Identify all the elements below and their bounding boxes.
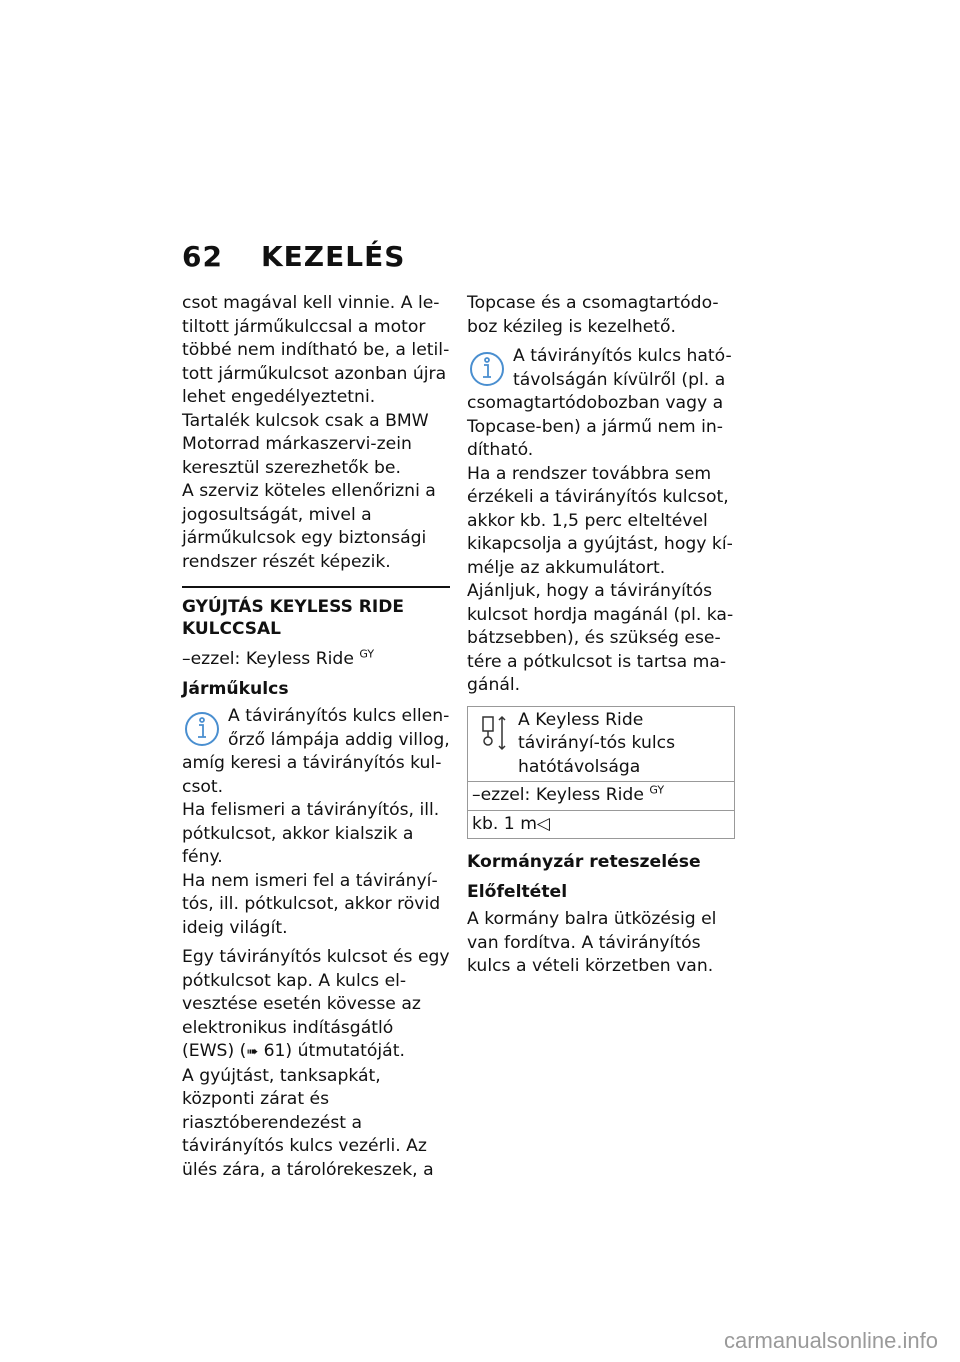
paragraph: Ha nem ismeri fel a távirányí-tós, ill. pótkulcsot, akkor rövid ideig világít. [182, 870, 441, 938]
table-row [468, 706, 735, 782]
arrow-right-icon: ➠ [246, 1044, 259, 1060]
subheading: Kormányzár reteszelése [467, 852, 701, 872]
info-note [182, 705, 450, 799]
note-text: A távirányítós kulcs ható-távolságán kívülről (pl. a csomagtartódobozban vagy a Topcase-ben) a jármű nem in-dítható. [467, 346, 732, 460]
info-icon [467, 347, 507, 391]
info-icon [182, 707, 222, 751]
paragraph: Tartalék kulcsok csak a BMW Motorrad márkaszervi-zein keresztül szerezhetők be. [182, 410, 429, 478]
note-text: A távirányítós kulcs ellen-őrző lámpája addig villog, amíg keresi a távirányítós kul-csot. [182, 706, 450, 797]
cross-reference: 61) útmutatóját. [263, 1041, 405, 1061]
table-cell: kb. 1 m◁ [468, 810, 735, 839]
page-header [182, 240, 405, 273]
page-number: 62 [182, 240, 223, 273]
equipment-code: GY [359, 647, 375, 661]
paragraph: Topcase és a csomagtartódo-boz kézileg is kezelhető. [467, 293, 719, 337]
section-divider [182, 586, 450, 588]
equipment-label: –ezzel: Keyless Ride [182, 649, 354, 669]
section-title: GYÚJTÁS KEYLESS RIDE KULCCSAL [182, 597, 404, 639]
subheading: Járműkulcs [182, 678, 289, 699]
paragraph: A gyújtást, tanksapkát, központi zárat és riasztóberendezést a távirányítós kulcs vezérli. Az ülés zára, a tárolórekeszek, a [182, 1065, 434, 1180]
right-column [467, 292, 737, 985]
watermark: carmanualsonline.info [723, 1328, 938, 1353]
paragraph: Ha felismeri a távirányítós, ill. pótkulcsot, akkor kialszik a fény. [182, 800, 440, 867]
range-icon [472, 711, 512, 755]
equipment-code: GY [649, 783, 665, 797]
paragraph: csot magával kell vinnie. A le-tiltott járműkulccsal a motor többé nem indítható be, a letil-tott járműkulcsot azonban újra lehet engedélyeztetni. [182, 293, 450, 407]
table-cell [468, 706, 735, 782]
paragraph: Ajánljuk, hogy a távirányítós kulcsot hordja magánál (pl. ka-bátzsebben), és szükség ese-tére a pótkulcsot is tartsa ma-gánál. [467, 581, 734, 695]
spec-table [467, 706, 735, 840]
paragraph [182, 946, 450, 1065]
paragraph: A kormány balra ütközésig el van fordítva. A távirányítós kulcs a vételi körzetben van. [467, 909, 717, 976]
table-cell [468, 782, 735, 811]
table-title: A Keyless Ride távirányí-tós kulcs hatótávolsága [518, 709, 676, 777]
equipment-note [182, 648, 450, 672]
left-column [182, 292, 450, 1188]
table-row [468, 810, 735, 839]
equipment-label: –ezzel: Keyless Ride [472, 785, 644, 805]
paragraph: Ha a rendszer továbbra sem érzékeli a távirányítós kulcsot, akkor kb. 1,5 perc elteltével kikapcsolja a gyújtást, hogy kí-mélje az akkumulátort. [467, 463, 733, 578]
info-note [467, 345, 737, 463]
paragraph-text: Egy távirányítós kulcsot és egy pótkulcsot kap. A kulcs el-vesztése esetén kövesse az elektronikus indításgátló (EWS) ( [182, 947, 450, 1061]
paragraph: A szerviz köteles ellenőrizni a jogosultságát, mivel a járműkulcsok egy biztonsági rendszer részét képezik. [182, 481, 436, 572]
table-row [468, 782, 735, 811]
chapter-title: KEZELÉS [260, 240, 406, 273]
subheading: Előfeltétel [467, 881, 568, 902]
